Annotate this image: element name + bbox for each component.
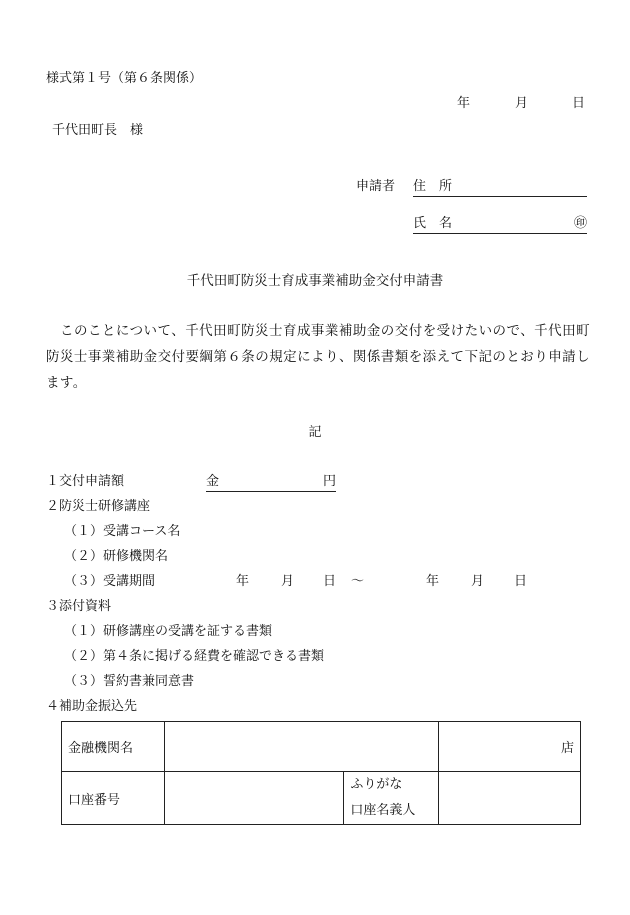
kin-label: 金 (206, 474, 220, 489)
holder-label-cell (344, 772, 439, 825)
period-day1: 日 (323, 574, 337, 589)
applicant-label: 申請者 (356, 179, 396, 194)
amount-field[interactable] (206, 473, 336, 492)
period-day2: 日 (514, 574, 528, 589)
body-paragraph: このことについて、千代田町防災士育成事業補助金の交付を受けたいので、千代田町防災士事業補助金交付要綱第６条の規定により、関係書類を添えて下記のとおり申請します。 (46, 323, 590, 391)
date-day-label: 日 (572, 96, 586, 111)
attachment-3: （３）誓約書兼同意書 (64, 674, 195, 689)
item2-label: ２防災士研修講座 (46, 499, 151, 514)
holder-label: 口座名義人 (350, 803, 416, 818)
account-input[interactable] (164, 772, 344, 825)
address-label: 住 所 (413, 179, 453, 194)
holder-input[interactable] (439, 772, 581, 825)
institution-name-label: （２）研修機関名 (64, 549, 169, 564)
date-month-label: 月 (515, 96, 529, 111)
furigana-label: ふりがな (350, 777, 403, 792)
period-month1: 月 (281, 574, 295, 589)
institution-input[interactable] (164, 722, 438, 772)
ki-heading: 記 (308, 425, 322, 440)
period-year1: 年 (236, 574, 250, 589)
period-month2: 月 (471, 574, 485, 589)
table-row (62, 722, 581, 772)
table-row (62, 772, 581, 825)
branch-suffix: 店 (560, 741, 574, 756)
branch-input[interactable] (439, 722, 581, 772)
item3-label: ３添付資料 (46, 599, 112, 614)
address-field[interactable] (413, 178, 587, 197)
institution-label: 金融機関名 (62, 722, 165, 772)
item1-label: １交付申請額 (46, 474, 125, 489)
account-label: 口座番号 (62, 772, 165, 825)
item4-label: ４補助金振込先 (46, 699, 138, 714)
bank-transfer-table (61, 721, 581, 825)
name-label: 氏 名 (413, 216, 453, 231)
period-tilde: ～ (351, 574, 365, 589)
yen-label: 円 (322, 474, 336, 489)
attachment-1: （１）研修講座の受講を証する書類 (64, 624, 273, 639)
period-label: （３）受講期間 (64, 574, 156, 589)
course-name-label: （１）受講コース名 (64, 524, 181, 539)
attachment-2: （２）第４条に掲げる経費を確認できる書類 (64, 649, 325, 664)
seal-mark: ㊞ (573, 216, 587, 231)
date-year-label: 年 (457, 96, 471, 111)
addressee: 千代田町長 様 (52, 123, 144, 138)
period-year2: 年 (426, 574, 440, 589)
name-field[interactable] (413, 215, 587, 234)
document-title: 千代田町防災士育成事業補助金交付申請書 (186, 273, 444, 289)
form-number: 様式第１号（第６条関係） (46, 71, 203, 86)
